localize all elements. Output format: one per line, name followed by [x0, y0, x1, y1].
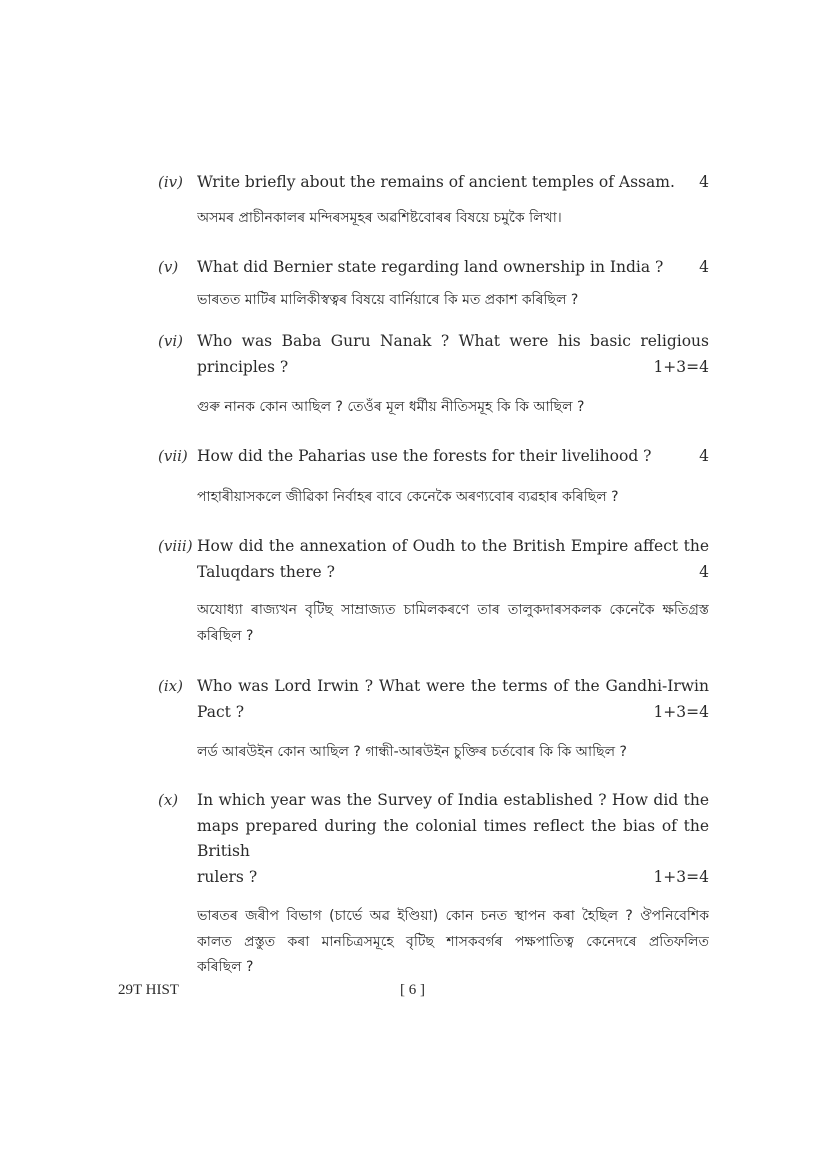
assamese-line: কালত প্ৰস্তুত কৰা মানচিত্ৰসমূহে বৃটিছ শাসকবৰ্গৰ পক্ষপাতিত্ব কেনেদৰে প্ৰতিফলিত — [197, 933, 709, 950]
english-line: Who was Lord Irwin ? What were the terms of the Gandhi-Irwin — [197, 677, 709, 695]
question-assamese — [197, 904, 709, 981]
question-assamese — [197, 740, 709, 766]
english-line: Who was Baba Guru Nanak ? What were his basic religious — [197, 332, 709, 350]
question-assamese — [197, 206, 709, 232]
question-english — [197, 534, 709, 585]
question-6 — [158, 329, 709, 421]
question-assamese — [197, 395, 709, 421]
english-line: rulers ? — [197, 867, 258, 886]
assamese-line: কৰিছিল ? — [197, 627, 254, 644]
question-number: (x) — [158, 791, 179, 809]
english-line: Pact ? — [197, 702, 245, 721]
question-number: (iv) — [158, 173, 183, 191]
page-number: [ 6 ] — [400, 982, 425, 998]
question-number: (v) — [158, 258, 179, 276]
english-line: In which year was the Survey of India established ? How did the — [197, 791, 709, 809]
question-english — [197, 444, 709, 470]
english-line: Write briefly about the remains of ancient temples of Assam. — [197, 173, 675, 191]
question-assamese — [197, 485, 709, 511]
question-4 — [158, 170, 709, 231]
question-10 — [158, 788, 709, 981]
marks: 4 — [699, 562, 709, 581]
assamese-line: অসমৰ প্ৰাচীনকালৰ মন্দিৰসমূহৰ অৱশিষ্টবোৰৰ বিষয়ে চমুকৈ লিখা। — [197, 209, 562, 226]
assamese-line: ভাৰতৰ জৰীপ বিভাগ (চাৰ্ভে অৱ ইণ্ডিয়া) কোন চনত স্থাপন কৰা হৈছিল ? ঔপনিবেশিক — [197, 908, 709, 924]
question-8 — [158, 534, 709, 649]
english-line: Taluqdars there ? — [197, 562, 335, 581]
question-english — [197, 170, 709, 196]
question-7 — [158, 444, 709, 510]
question-number: (ix) — [158, 677, 183, 695]
assamese-line: অযোধ্যা ৰাজ্যখন বৃটিছ সাম্ৰাজ্যত চামিলকৰণে তাৰ তালুকদাৰসকলক কেনেকৈ ক্ষতিগ্ৰস্ত — [197, 602, 709, 618]
marks: 1+3=4 — [653, 357, 709, 376]
question-english — [197, 329, 709, 380]
question-english — [197, 674, 709, 725]
question-9 — [158, 674, 709, 766]
assamese-line: গুৰু নানক কোন আছিল ? তেওঁৰ মূল ধৰ্মীয় নীতিসমূহ কি কি আছিল ? — [197, 399, 585, 415]
paper-code: 29T HIST — [118, 982, 179, 998]
question-assamese — [197, 288, 709, 314]
marks: 1+3=4 — [653, 867, 709, 886]
assamese-line: পাহাৰীয়াসকলে জীৱিকা নিৰ্বাহৰ বাবে কেনেকৈ অৰণ্যবোৰ ব্যৱহাৰ কৰিছিল ? — [197, 488, 619, 505]
marks: 4 — [699, 258, 709, 276]
english-line: What did Bernier state regarding land ownership in India ? — [197, 258, 664, 276]
question-number: (viii) — [158, 537, 193, 555]
assamese-line: ভাৰতত মাটিৰ মালিকীস্বত্বৰ বিষয়ে বাৰ্নিয়াৰে কি মত প্ৰকাশ কৰিছিল ? — [197, 291, 579, 308]
english-line: How did the Paharias use the forests for their livelihood ? — [197, 447, 652, 465]
assamese-line: লৰ্ড আৰউইন কোন আছিল ? গান্ধী-আৰউইন চুক্তিৰ চৰ্তবোৰ কি কি আছিল ? — [197, 744, 627, 760]
english-line: How did the annexation of Oudh to the British Empire affect the — [197, 537, 709, 555]
marks: 1+3=4 — [653, 702, 709, 721]
english-line: principles ? — [197, 357, 289, 376]
question-english — [197, 255, 709, 281]
question-5 — [158, 255, 709, 313]
marks: 4 — [699, 447, 709, 465]
assamese-line: কৰিছিল ? — [197, 959, 254, 975]
question-english — [197, 788, 709, 890]
question-number: (vii) — [158, 447, 188, 465]
english-line: maps prepared during the colonial times reflect the bias of the British — [197, 816, 709, 860]
question-number: (vi) — [158, 332, 183, 350]
question-assamese — [197, 598, 709, 649]
marks: 4 — [699, 173, 709, 191]
